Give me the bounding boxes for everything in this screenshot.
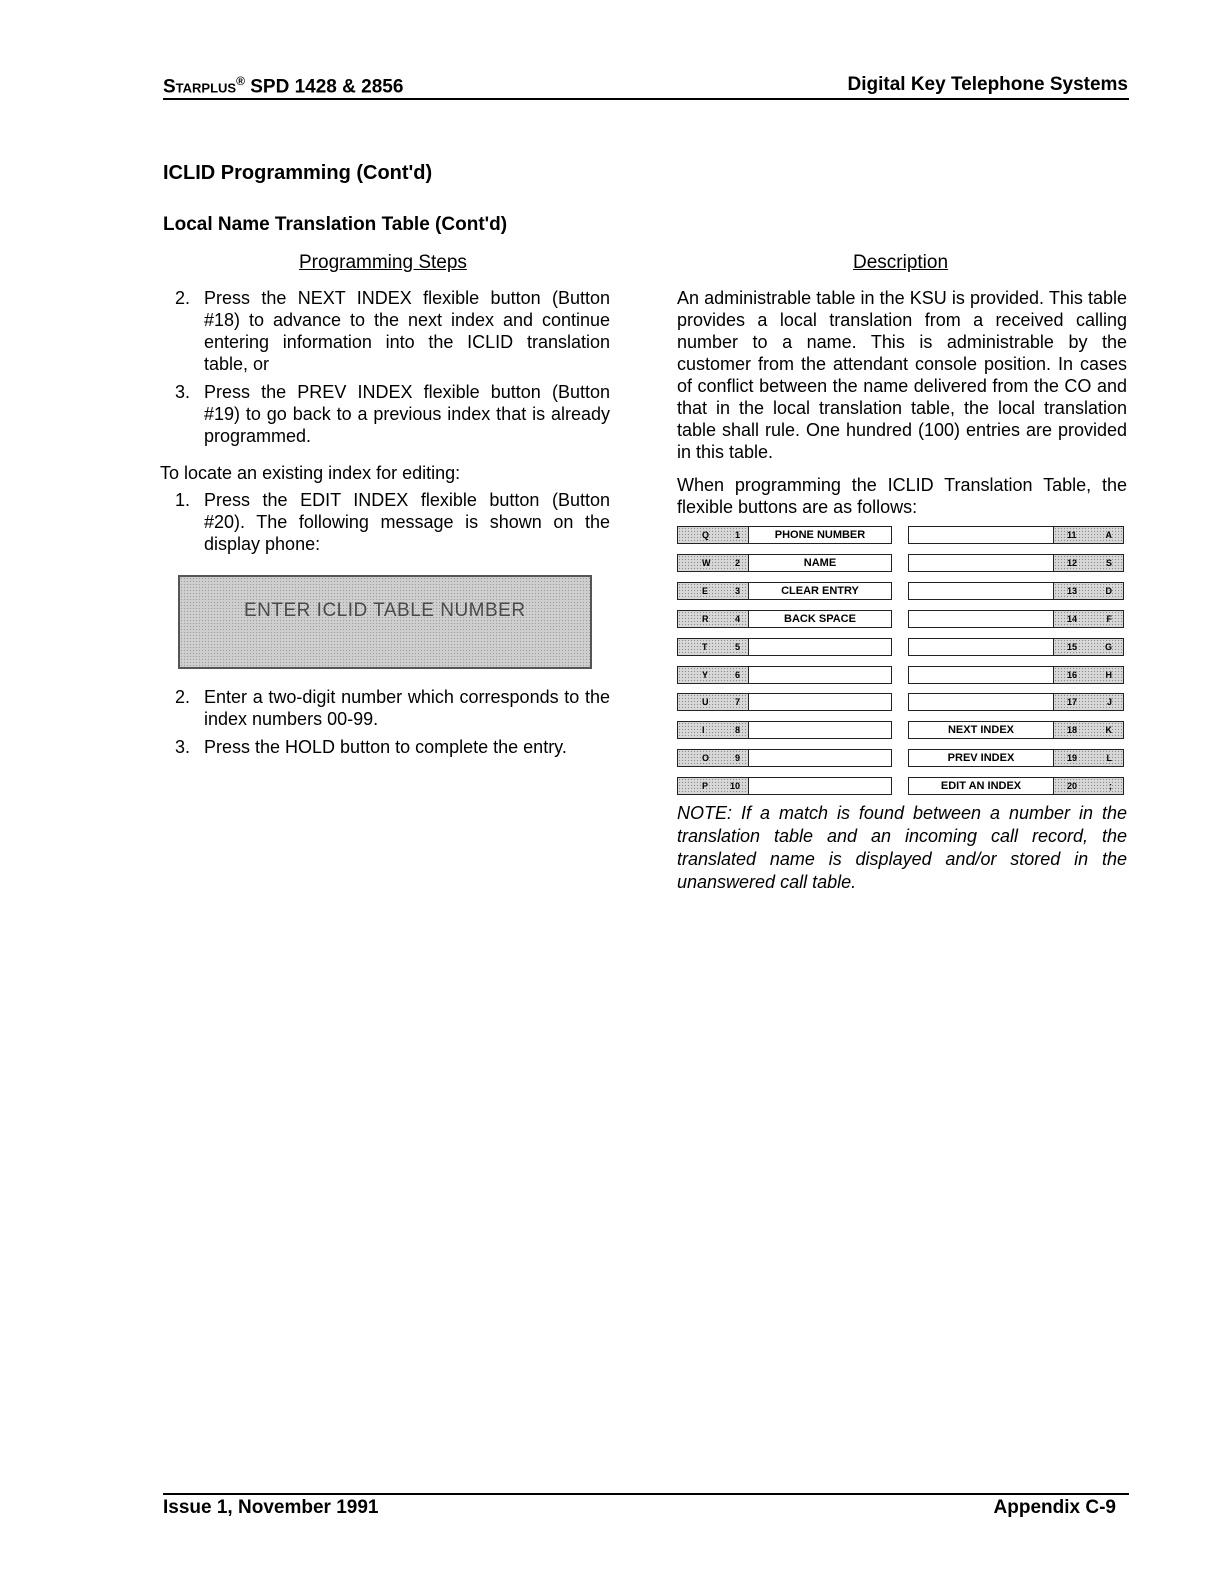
key-number: 3 xyxy=(734,586,740,596)
flex-key-label xyxy=(748,749,892,767)
flex-key-label: NEXT INDEX xyxy=(908,721,1054,739)
flex-key-label: PHONE NUMBER xyxy=(748,526,892,544)
key-number: 7 xyxy=(734,697,740,707)
flex-key-left[interactable] xyxy=(677,582,749,600)
key-number: 4 xyxy=(734,614,740,624)
step-item xyxy=(175,736,610,758)
key-number: 15 xyxy=(1067,642,1078,652)
flex-key-right[interactable] xyxy=(1053,721,1124,739)
key-letter: Y xyxy=(702,670,709,680)
flex-key-label: NAME xyxy=(748,554,892,572)
flex-key-right[interactable] xyxy=(1053,693,1124,711)
key-letter: S xyxy=(1105,558,1112,568)
flex-key-left[interactable] xyxy=(677,638,749,656)
subsection-title: Local Name Translation Table (Cont'd) xyxy=(163,214,508,235)
flex-key-right[interactable] xyxy=(1053,610,1124,628)
step-text: Press the EDIT INDEX flexible button (Button #20). The following message is shown on the display phone: xyxy=(204,490,610,554)
key-letter: F xyxy=(1106,614,1112,624)
flex-key-label: CLEAR ENTRY xyxy=(748,582,892,600)
flex-key-label xyxy=(908,526,1054,544)
step-item xyxy=(175,686,610,730)
key-number: 19 xyxy=(1067,753,1078,763)
display-message: ENTER ICLID TABLE NUMBER xyxy=(244,600,526,621)
footer-rule xyxy=(163,1493,1129,1495)
flex-key-right[interactable] xyxy=(1053,638,1124,656)
flex-key-label xyxy=(748,777,892,795)
description-heading: Description xyxy=(853,252,949,273)
flex-key-label: PREV INDEX xyxy=(908,749,1054,767)
key-number: 10 xyxy=(729,781,740,791)
description-text: An administrable table in the KSU is provided. This table provides a local translation from a received calling number to a name. This is administrable by the customer from the attendant console position. In cases of conflict between the name delivered from the CO and that in the local translation table, the local translation table shall rule. One hundred (100) entries are provided in this table. xyxy=(677,288,1127,462)
flex-key-left[interactable] xyxy=(677,666,749,684)
flex-key-label xyxy=(908,693,1054,711)
header-title: Digital Key Telephone Systems xyxy=(847,74,1128,95)
registered-mark: ® xyxy=(236,74,245,88)
flex-key-right[interactable] xyxy=(1053,777,1124,795)
key-number: 6 xyxy=(734,670,740,680)
key-number: 2 xyxy=(734,558,740,568)
key-letter: D xyxy=(1105,586,1112,596)
footer-issue: Issue 1, November 1991 xyxy=(163,1497,379,1518)
locate-intro: To locate an existing index for editing: xyxy=(160,463,461,483)
flex-key-right[interactable] xyxy=(1053,749,1124,767)
flex-key-label xyxy=(908,582,1054,600)
flex-key-right[interactable] xyxy=(1053,666,1124,684)
header-rule xyxy=(163,98,1129,100)
flex-key-label xyxy=(748,666,892,684)
programming-steps-heading: Programming Steps xyxy=(299,252,467,273)
key-letter: I xyxy=(702,725,705,735)
key-number: 5 xyxy=(734,642,740,652)
flex-key-left[interactable] xyxy=(677,721,749,739)
key-letter: K xyxy=(1105,725,1112,735)
key-number: 16 xyxy=(1067,670,1078,680)
key-letter: G xyxy=(1104,642,1112,652)
step-number: 2. xyxy=(175,687,191,707)
key-letter: E xyxy=(702,586,709,596)
key-number: 12 xyxy=(1067,558,1078,568)
step-item xyxy=(175,489,610,555)
flex-key-left[interactable] xyxy=(677,554,749,572)
key-letter: L xyxy=(1106,753,1112,763)
flex-key-left[interactable] xyxy=(677,526,749,544)
key-number: 20 xyxy=(1067,781,1078,791)
step-number: 2. xyxy=(175,288,191,308)
key-number: 13 xyxy=(1067,586,1078,596)
flex-key-label xyxy=(908,666,1054,684)
key-letter: H xyxy=(1105,670,1112,680)
header-brand xyxy=(163,74,403,98)
section-title: ICLID Programming (Cont'd) xyxy=(163,162,433,184)
key-letter: W xyxy=(702,558,711,568)
key-letter: O xyxy=(702,753,710,763)
step-item xyxy=(175,381,610,447)
flex-key-right[interactable] xyxy=(1053,526,1124,544)
key-number: 8 xyxy=(734,725,740,735)
flex-key-label xyxy=(908,610,1054,628)
display-screen xyxy=(178,575,592,669)
brand-model: SPD 1428 & 2856 xyxy=(250,76,404,98)
key-letter: R xyxy=(702,614,709,624)
key-letter: ; xyxy=(1109,781,1112,791)
flex-key-label xyxy=(908,638,1054,656)
flex-key-left[interactable] xyxy=(677,749,749,767)
key-letter: T xyxy=(702,642,708,652)
step-text: Press the NEXT INDEX flexible button (Button #18) to advance to the next index and continue entering information into the ICLID translation table, or xyxy=(204,288,610,374)
step-number: 3. xyxy=(175,737,191,757)
flex-key-label xyxy=(748,721,892,739)
key-letter: J xyxy=(1106,697,1112,707)
key-letter: A xyxy=(1105,530,1112,540)
flex-key-left[interactable] xyxy=(677,693,749,711)
key-letter: U xyxy=(702,697,709,707)
flex-key-label: EDIT AN INDEX xyxy=(908,777,1054,795)
key-number: 14 xyxy=(1067,614,1078,624)
key-number: 1 xyxy=(734,530,740,540)
flex-key-label xyxy=(908,554,1054,572)
flex-key-left[interactable] xyxy=(677,610,749,628)
flex-key-right[interactable] xyxy=(1053,582,1124,600)
flex-key-label xyxy=(748,638,892,656)
key-letter: Q xyxy=(702,530,710,540)
step-text: Press the PREV INDEX flexible button (Button #19) to go back to a previous index that is already programmed. xyxy=(204,382,610,446)
note-text: NOTE: If a match is found between a number in the translation table and an incoming call record, the translated name is displayed and/or stored in the unanswered call table. xyxy=(677,803,1127,892)
key-number: 11 xyxy=(1067,530,1077,540)
step-number: 3. xyxy=(175,382,191,402)
flex-key-label: BACK SPACE xyxy=(748,610,892,628)
step-text: Enter a two-digit number which corresponds to the index numbers 00-99. xyxy=(204,687,610,729)
step-text: Press the HOLD button to complete the entry. xyxy=(204,737,567,757)
key-number: 18 xyxy=(1067,725,1078,735)
key-number: 17 xyxy=(1067,697,1078,707)
footer-page: Appendix C-9 xyxy=(993,1497,1116,1518)
key-number: 9 xyxy=(734,753,740,763)
flex-key-label xyxy=(748,693,892,711)
flex-key-right[interactable] xyxy=(1053,554,1124,572)
brand-name: Starplus xyxy=(163,76,237,98)
flex-key-left[interactable] xyxy=(677,777,749,795)
step-number: 1. xyxy=(175,490,191,510)
step-item xyxy=(175,287,610,375)
key-letter: P xyxy=(702,781,709,791)
buttons-intro: When programming the ICLID Translation Table, the flexible buttons are as follows: xyxy=(677,475,1127,517)
